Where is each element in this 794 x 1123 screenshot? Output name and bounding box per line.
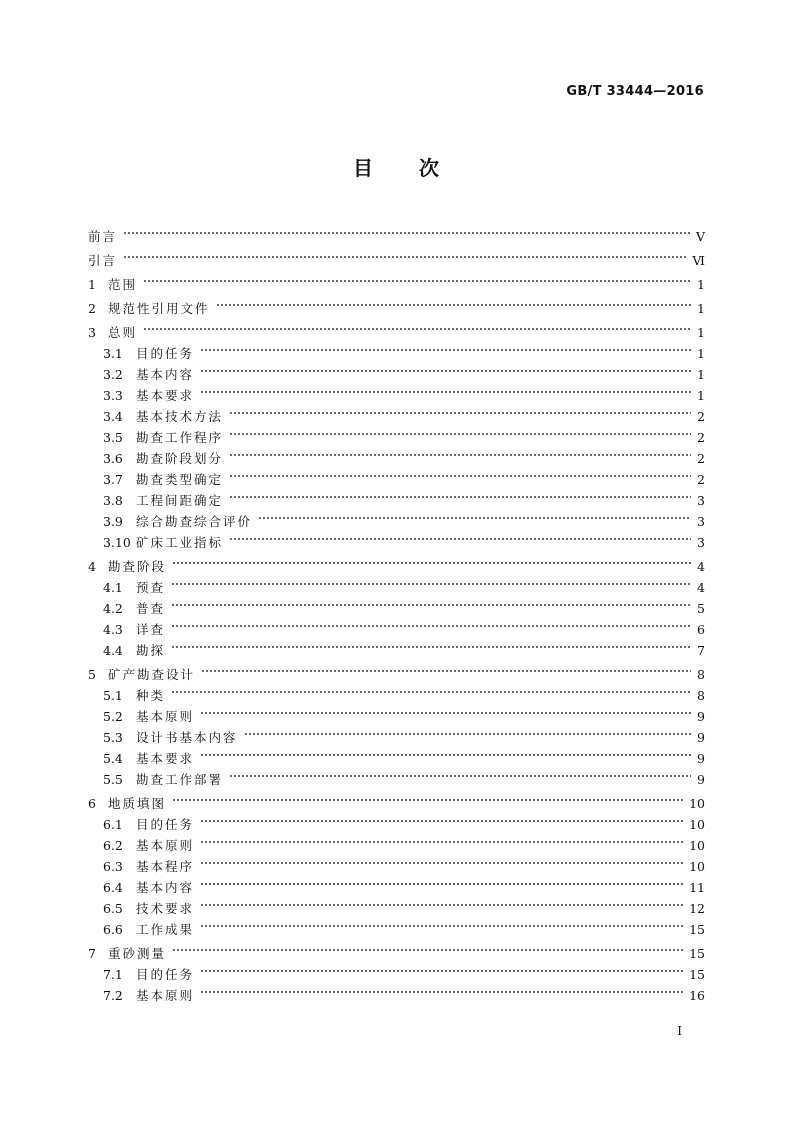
page-number: Ⅰ bbox=[677, 1024, 682, 1038]
toc-entry-title: 基本内容 bbox=[136, 367, 195, 382]
toc-entry-title: 勘查类型确定 bbox=[136, 472, 224, 487]
toc-entry[interactable] bbox=[88, 484, 705, 508]
toc-dot-leader bbox=[121, 244, 690, 265]
toc-entry-number: 4 bbox=[88, 559, 96, 574]
toc-dot-leader bbox=[198, 871, 687, 892]
toc-entry-title: 勘查阶段 bbox=[108, 559, 167, 574]
toc-dot-leader bbox=[227, 484, 693, 505]
toc-dot-leader bbox=[198, 958, 687, 979]
toc-entry-page: Ⅵ bbox=[692, 253, 705, 268]
toc-entry-number: 4.3 bbox=[103, 622, 123, 637]
toc-entry[interactable] bbox=[88, 526, 705, 550]
toc-entry-page: 10 bbox=[689, 796, 705, 811]
toc-dot-leader bbox=[141, 268, 693, 289]
toc-dot-leader bbox=[198, 850, 687, 871]
toc-entry-title: 勘探 bbox=[136, 643, 166, 658]
toc-dot-leader bbox=[227, 400, 693, 421]
toc-entry[interactable] bbox=[88, 421, 705, 445]
toc-entry-number: 6.4 bbox=[103, 880, 123, 895]
toc-dot-leader bbox=[198, 913, 687, 934]
toc-entry-page: 10 bbox=[689, 859, 705, 874]
toc-entry-page: 9 bbox=[697, 709, 705, 724]
toc-entry-title: 目的任务 bbox=[136, 346, 195, 361]
toc-entry[interactable] bbox=[88, 763, 705, 787]
toc-entry-number: 3 bbox=[88, 325, 96, 340]
toc-entry-page: 9 bbox=[697, 730, 705, 745]
toc-entry-number: 6.6 bbox=[103, 922, 123, 937]
toc-entry-number: 3.8 bbox=[103, 493, 123, 508]
toc-entry-page: 3 bbox=[697, 535, 705, 550]
toc-dot-leader bbox=[227, 421, 693, 442]
toc-dot-leader bbox=[214, 292, 693, 313]
toc-entry[interactable] bbox=[88, 316, 705, 340]
toc-entry-number: 5.4 bbox=[103, 751, 123, 766]
toc-entry-page: 6 bbox=[697, 622, 705, 637]
toc-dot-leader bbox=[198, 829, 687, 850]
toc-entry-title: 规范性引用文件 bbox=[108, 301, 210, 316]
toc-entry-number: 3.6 bbox=[103, 451, 123, 466]
toc-entry-page: 12 bbox=[689, 901, 705, 916]
page-title bbox=[0, 152, 794, 181]
toc-entry-number: 6.5 bbox=[103, 901, 123, 916]
toc-entry-page: 4 bbox=[697, 580, 705, 595]
toc-entry[interactable] bbox=[88, 592, 705, 616]
toc-entry[interactable] bbox=[88, 268, 705, 292]
toc-dot-leader bbox=[199, 658, 693, 679]
toc-entry-page: 15 bbox=[689, 946, 705, 961]
toc-entry[interactable] bbox=[88, 358, 705, 382]
toc-entry-page: 2 bbox=[697, 472, 705, 487]
toc-dot-leader bbox=[198, 700, 693, 721]
toc-entry[interactable] bbox=[88, 244, 705, 268]
toc-entry-title: 重砂测量 bbox=[108, 946, 167, 961]
toc-entry-number: 5.5 bbox=[103, 772, 123, 787]
toc-entry[interactable] bbox=[88, 379, 705, 403]
table-of-contents bbox=[88, 217, 705, 1003]
toc-dot-leader bbox=[242, 721, 693, 742]
toc-entry-number: 7 bbox=[88, 946, 96, 961]
toc-entry-number: 6 bbox=[88, 796, 96, 811]
toc-entry-title: 范围 bbox=[108, 277, 138, 292]
toc-entry[interactable] bbox=[88, 787, 705, 811]
toc-dot-leader bbox=[198, 979, 687, 1000]
toc-entry-title: 目的任务 bbox=[136, 967, 195, 982]
toc-entry-number: 5 bbox=[88, 667, 96, 682]
toc-entry-page: 2 bbox=[697, 430, 705, 445]
toc-entry-number: 4.1 bbox=[103, 580, 123, 595]
toc-dot-leader bbox=[169, 592, 693, 613]
toc-entry-title: 基本要求 bbox=[136, 751, 195, 766]
toc-entry-title: 引言 bbox=[88, 253, 118, 268]
toc-entry-number: 5.1 bbox=[103, 688, 123, 703]
toc-entry[interactable] bbox=[88, 505, 705, 529]
toc-entry-page: 5 bbox=[697, 601, 705, 616]
toc-entry-title: 勘查工作部署 bbox=[136, 772, 224, 787]
toc-entry-page: 1 bbox=[697, 388, 705, 403]
toc-dot-leader bbox=[198, 337, 693, 358]
toc-entry-title: 勘查工作程序 bbox=[136, 430, 224, 445]
toc-dot-leader bbox=[256, 505, 693, 526]
toc-entry-page: 11 bbox=[689, 880, 705, 895]
toc-entry[interactable] bbox=[88, 442, 705, 466]
toc-entry[interactable] bbox=[88, 679, 705, 703]
toc-entry[interactable] bbox=[88, 808, 705, 832]
toc-entry[interactable] bbox=[88, 721, 705, 745]
toc-entry-title: 基本原则 bbox=[136, 838, 195, 853]
toc-entry[interactable] bbox=[88, 871, 705, 895]
toc-entry-title: 前言 bbox=[88, 229, 118, 244]
toc-entry[interactable] bbox=[88, 958, 705, 982]
toc-dot-leader bbox=[169, 634, 693, 655]
toc-entry[interactable] bbox=[88, 658, 705, 682]
toc-entry-page: 15 bbox=[689, 922, 705, 937]
toc-entry-number: 4.4 bbox=[103, 643, 123, 658]
toc-entry-page: 2 bbox=[697, 409, 705, 424]
toc-entry-title: 工作成果 bbox=[136, 922, 195, 937]
toc-entry-page: 10 bbox=[689, 817, 705, 832]
toc-entry-page: 2 bbox=[697, 451, 705, 466]
toc-entry-page: Ⅴ bbox=[695, 229, 705, 244]
toc-dot-leader bbox=[170, 550, 693, 571]
toc-entry-number: 4.2 bbox=[103, 601, 123, 616]
toc-dot-leader bbox=[227, 763, 693, 784]
toc-entry-title: 矿产勘查设计 bbox=[108, 667, 196, 682]
toc-entry-title: 基本原则 bbox=[136, 709, 195, 724]
toc-entry-page: 3 bbox=[697, 514, 705, 529]
toc-entry-title: 基本原则 bbox=[136, 988, 195, 1003]
toc-entry[interactable] bbox=[88, 400, 705, 424]
toc-entry-number: 5.2 bbox=[103, 709, 123, 724]
toc-entry-page: 7 bbox=[697, 643, 705, 658]
toc-entry[interactable] bbox=[88, 829, 705, 853]
toc-entry[interactable] bbox=[88, 220, 705, 244]
toc-entry-title: 矿床工业指标 bbox=[136, 535, 224, 550]
toc-dot-leader bbox=[198, 808, 687, 829]
standard-code: GB/T 33444—2016 bbox=[566, 84, 704, 99]
toc-entry-number: 7.1 bbox=[103, 967, 123, 982]
toc-entry-number: 3.5 bbox=[103, 430, 123, 445]
toc-dot-leader bbox=[198, 358, 693, 379]
toc-entry-title: 基本要求 bbox=[136, 388, 195, 403]
toc-dot-leader bbox=[198, 892, 687, 913]
toc-entry[interactable] bbox=[88, 979, 705, 1003]
toc-dot-leader bbox=[170, 937, 687, 958]
toc-entry-title: 地质填图 bbox=[108, 796, 167, 811]
toc-dot-leader bbox=[227, 526, 693, 547]
toc-entry[interactable] bbox=[88, 634, 705, 658]
toc-entry-number: 6.1 bbox=[103, 817, 123, 832]
toc-entry-title: 综合勘查综合评价 bbox=[136, 514, 253, 529]
toc-entry-number: 3.2 bbox=[103, 367, 123, 382]
toc-dot-leader bbox=[141, 316, 693, 337]
toc-entry-page: 9 bbox=[697, 751, 705, 766]
toc-entry-title: 详查 bbox=[136, 622, 166, 637]
toc-dot-leader bbox=[198, 742, 693, 763]
toc-entry-title: 普查 bbox=[136, 601, 166, 616]
toc-entry-page: 1 bbox=[697, 367, 705, 382]
toc-entry-title: 技术要求 bbox=[136, 901, 195, 916]
toc-dot-leader bbox=[169, 679, 693, 700]
toc-entry-page: 4 bbox=[697, 559, 705, 574]
toc-entry-number: 3.3 bbox=[103, 388, 123, 403]
toc-entry-page: 8 bbox=[697, 667, 705, 682]
toc-entry-page: 10 bbox=[689, 838, 705, 853]
toc-entry-number: 3.10 bbox=[103, 535, 131, 550]
toc-dot-leader bbox=[170, 787, 687, 808]
toc-entry-page: 1 bbox=[697, 325, 705, 340]
toc-entry[interactable] bbox=[88, 550, 705, 574]
toc-entry[interactable] bbox=[88, 292, 705, 316]
toc-entry-number: 6.2 bbox=[103, 838, 123, 853]
toc-dot-leader bbox=[227, 442, 693, 463]
toc-entry-number: 3.9 bbox=[103, 514, 123, 529]
toc-entry-number: 3.7 bbox=[103, 472, 123, 487]
toc-entry-page: 3 bbox=[697, 493, 705, 508]
toc-entry-number: 3.4 bbox=[103, 409, 123, 424]
toc-dot-leader bbox=[169, 571, 693, 592]
toc-entry-page: 9 bbox=[697, 772, 705, 787]
toc-entry[interactable] bbox=[88, 700, 705, 724]
toc-entry-page: 8 bbox=[697, 688, 705, 703]
toc-entry-number: 2 bbox=[88, 301, 96, 316]
toc-entry-number: 5.3 bbox=[103, 730, 123, 745]
page-title-part-2: 次 bbox=[419, 156, 441, 180]
toc-entry-title: 基本程序 bbox=[136, 859, 195, 874]
toc-dot-leader bbox=[227, 463, 693, 484]
toc-entry-title: 基本内容 bbox=[136, 880, 195, 895]
toc-entry-number: 6.3 bbox=[103, 859, 123, 874]
toc-entry[interactable] bbox=[88, 337, 705, 361]
toc-entry[interactable] bbox=[88, 742, 705, 766]
toc-entry-page: 1 bbox=[697, 277, 705, 292]
toc-dot-leader bbox=[121, 220, 693, 241]
toc-entry-title: 工程间距确定 bbox=[136, 493, 224, 508]
toc-entry[interactable] bbox=[88, 850, 705, 874]
toc-entry-page: 1 bbox=[697, 301, 705, 316]
toc-entry-title: 总则 bbox=[108, 325, 138, 340]
toc-entry-number: 3.1 bbox=[103, 346, 123, 361]
toc-dot-leader bbox=[198, 379, 693, 400]
toc-entry[interactable] bbox=[88, 571, 705, 595]
toc-entry[interactable] bbox=[88, 913, 705, 937]
toc-entry-number: 1 bbox=[88, 277, 96, 292]
toc-entry-page: 1 bbox=[697, 346, 705, 361]
toc-entry-number: 7.2 bbox=[103, 988, 123, 1003]
toc-entry[interactable] bbox=[88, 892, 705, 916]
toc-entry-title: 勘查阶段划分 bbox=[136, 451, 224, 466]
toc-entry-page: 16 bbox=[689, 988, 705, 1003]
toc-dot-leader bbox=[169, 613, 693, 634]
toc-entry[interactable] bbox=[88, 613, 705, 637]
toc-entry-title: 预查 bbox=[136, 580, 166, 595]
toc-entry-title: 基本技术方法 bbox=[136, 409, 224, 424]
toc-entry-page: 15 bbox=[689, 967, 705, 982]
toc-entry[interactable] bbox=[88, 937, 705, 961]
toc-entry-title: 目的任务 bbox=[136, 817, 195, 832]
toc-entry[interactable] bbox=[88, 463, 705, 487]
toc-entry-title: 种类 bbox=[136, 688, 166, 703]
page-title-part-1: 目 bbox=[353, 156, 375, 180]
toc-entry-title: 设计书基本内容 bbox=[136, 730, 238, 745]
